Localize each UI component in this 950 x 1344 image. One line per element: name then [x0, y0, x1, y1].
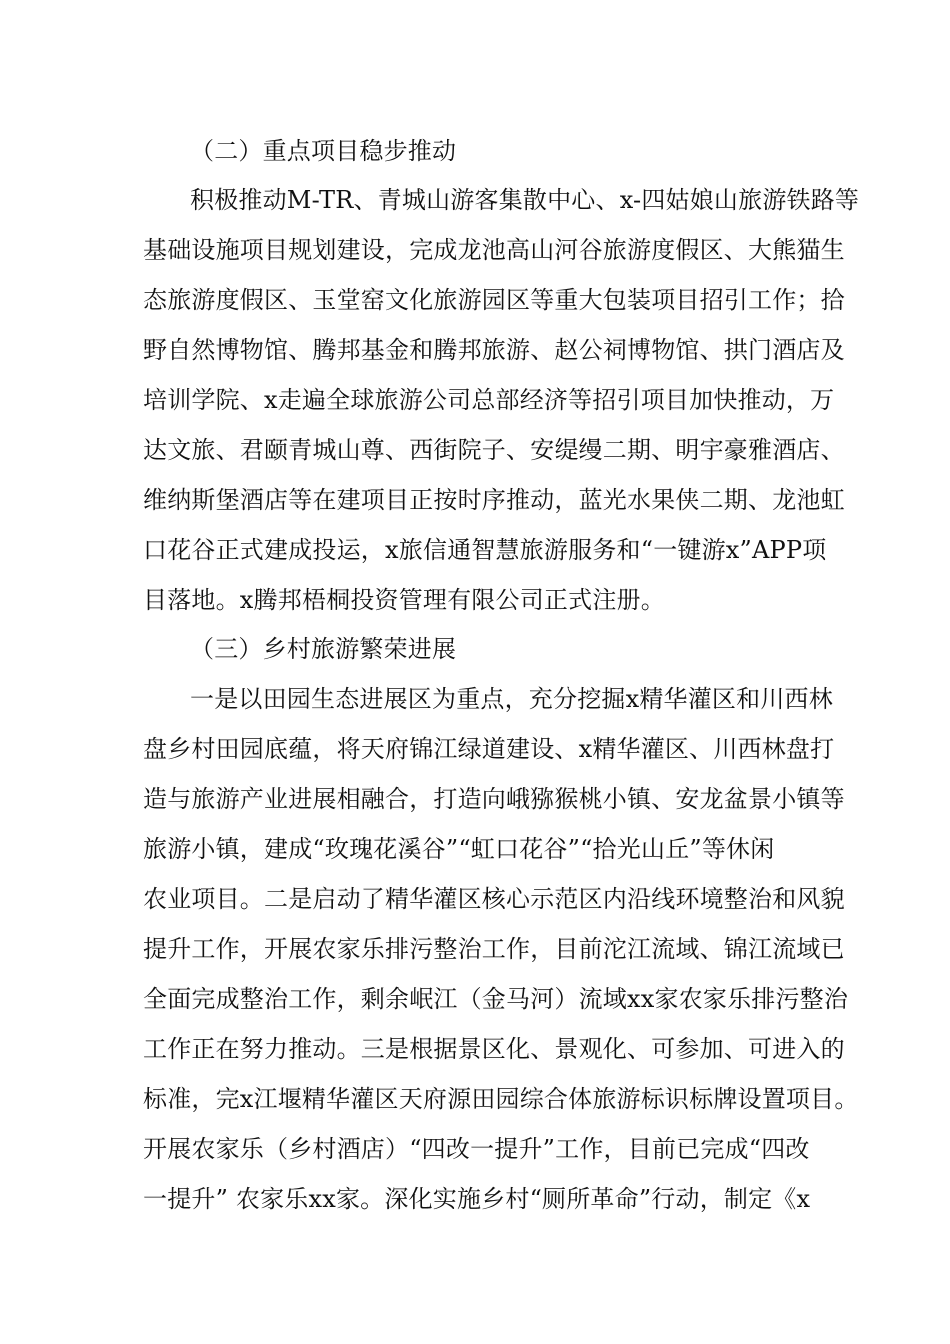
- paragraph-line: 工作正在努力推动。三是根据景区化、景观化、可参加、可进入的: [143, 1035, 845, 1063]
- paragraph-line: 态旅游度假区、玉堂窑文化旅游园区等重大包装项目招引工作；拾: [143, 286, 845, 314]
- paragraph-line: 野自然博物馆、腾邦基金和腾邦旅游、赵公祠博物馆、拱门酒店及: [143, 336, 845, 364]
- paragraph-line: 农业项目。二是启动了精华灌区核心示范区内沿线环境整治和风貌: [143, 885, 845, 913]
- paragraph-line: 目落地。x腾邦梧桐投资管理有限公司正式注册。: [143, 586, 665, 614]
- paragraph-line: 口花谷正式建成投运，x旅信通智慧旅游服务和“一键游x”APP项: [143, 536, 827, 564]
- paragraph-line: 一提升” 农家乐xx家。深化实施乡村“厕所革命”行动，制定《x: [143, 1185, 811, 1213]
- paragraph-line: 积极推动M-TR、青城山游客集散中心、x-四姑娘山旅游铁路等: [190, 186, 860, 214]
- paragraph-line: 达文旅、君颐青城山尊、西街院子、安缇缦二期、明宇豪雅酒店、: [143, 436, 845, 464]
- paragraph-line: 一是以田园生态进展区为重点，充分挖掘x精华灌区和川西林: [190, 685, 833, 713]
- paragraph-line: 造与旅游产业进展相融合，打造向峨猕猴桃小镇、安龙盆景小镇等: [143, 785, 845, 813]
- paragraph-line: 盘乡村田园底蕴，将天府锦江绿道建设、x精华灌区、川西林盘打: [143, 735, 835, 763]
- paragraph-line: 开展农家乐（乡村酒店）“四改一提升”工作，目前已完成“四改: [143, 1135, 810, 1163]
- paragraph-line: 提升工作，开展农家乐排污整治工作，目前沱江流域、锦江流域已: [143, 935, 845, 963]
- section-heading-2: （二）重点项目稳步推动: [190, 137, 457, 165]
- section-heading-3: （三）乡村旅游繁荣进展: [190, 635, 457, 663]
- paragraph-line: 基础设施项目规划建设，完成龙池高山河谷旅游度假区、大熊猫生: [143, 236, 845, 264]
- paragraph-line: 培训学院、x走遍全球旅游公司总部经济等招引项目加快推动，万: [143, 386, 835, 414]
- paragraph-line: 旅游小镇，建成“玫瑰花溪谷”“虹口花谷”“拾光山丘”等休闲: [143, 835, 775, 863]
- paragraph-line: 标准，完x江堰精华灌区天府源田园综合体旅游标识标牌设置项目。: [143, 1085, 859, 1113]
- paragraph-line: 全面完成整治工作，剩余岷江（金马河）流域xx家农家乐排污整治: [143, 985, 849, 1013]
- paragraph-line: 维纳斯堡酒店等在建项目正按时序推动，蓝光水果侠二期、龙池虹: [143, 486, 845, 514]
